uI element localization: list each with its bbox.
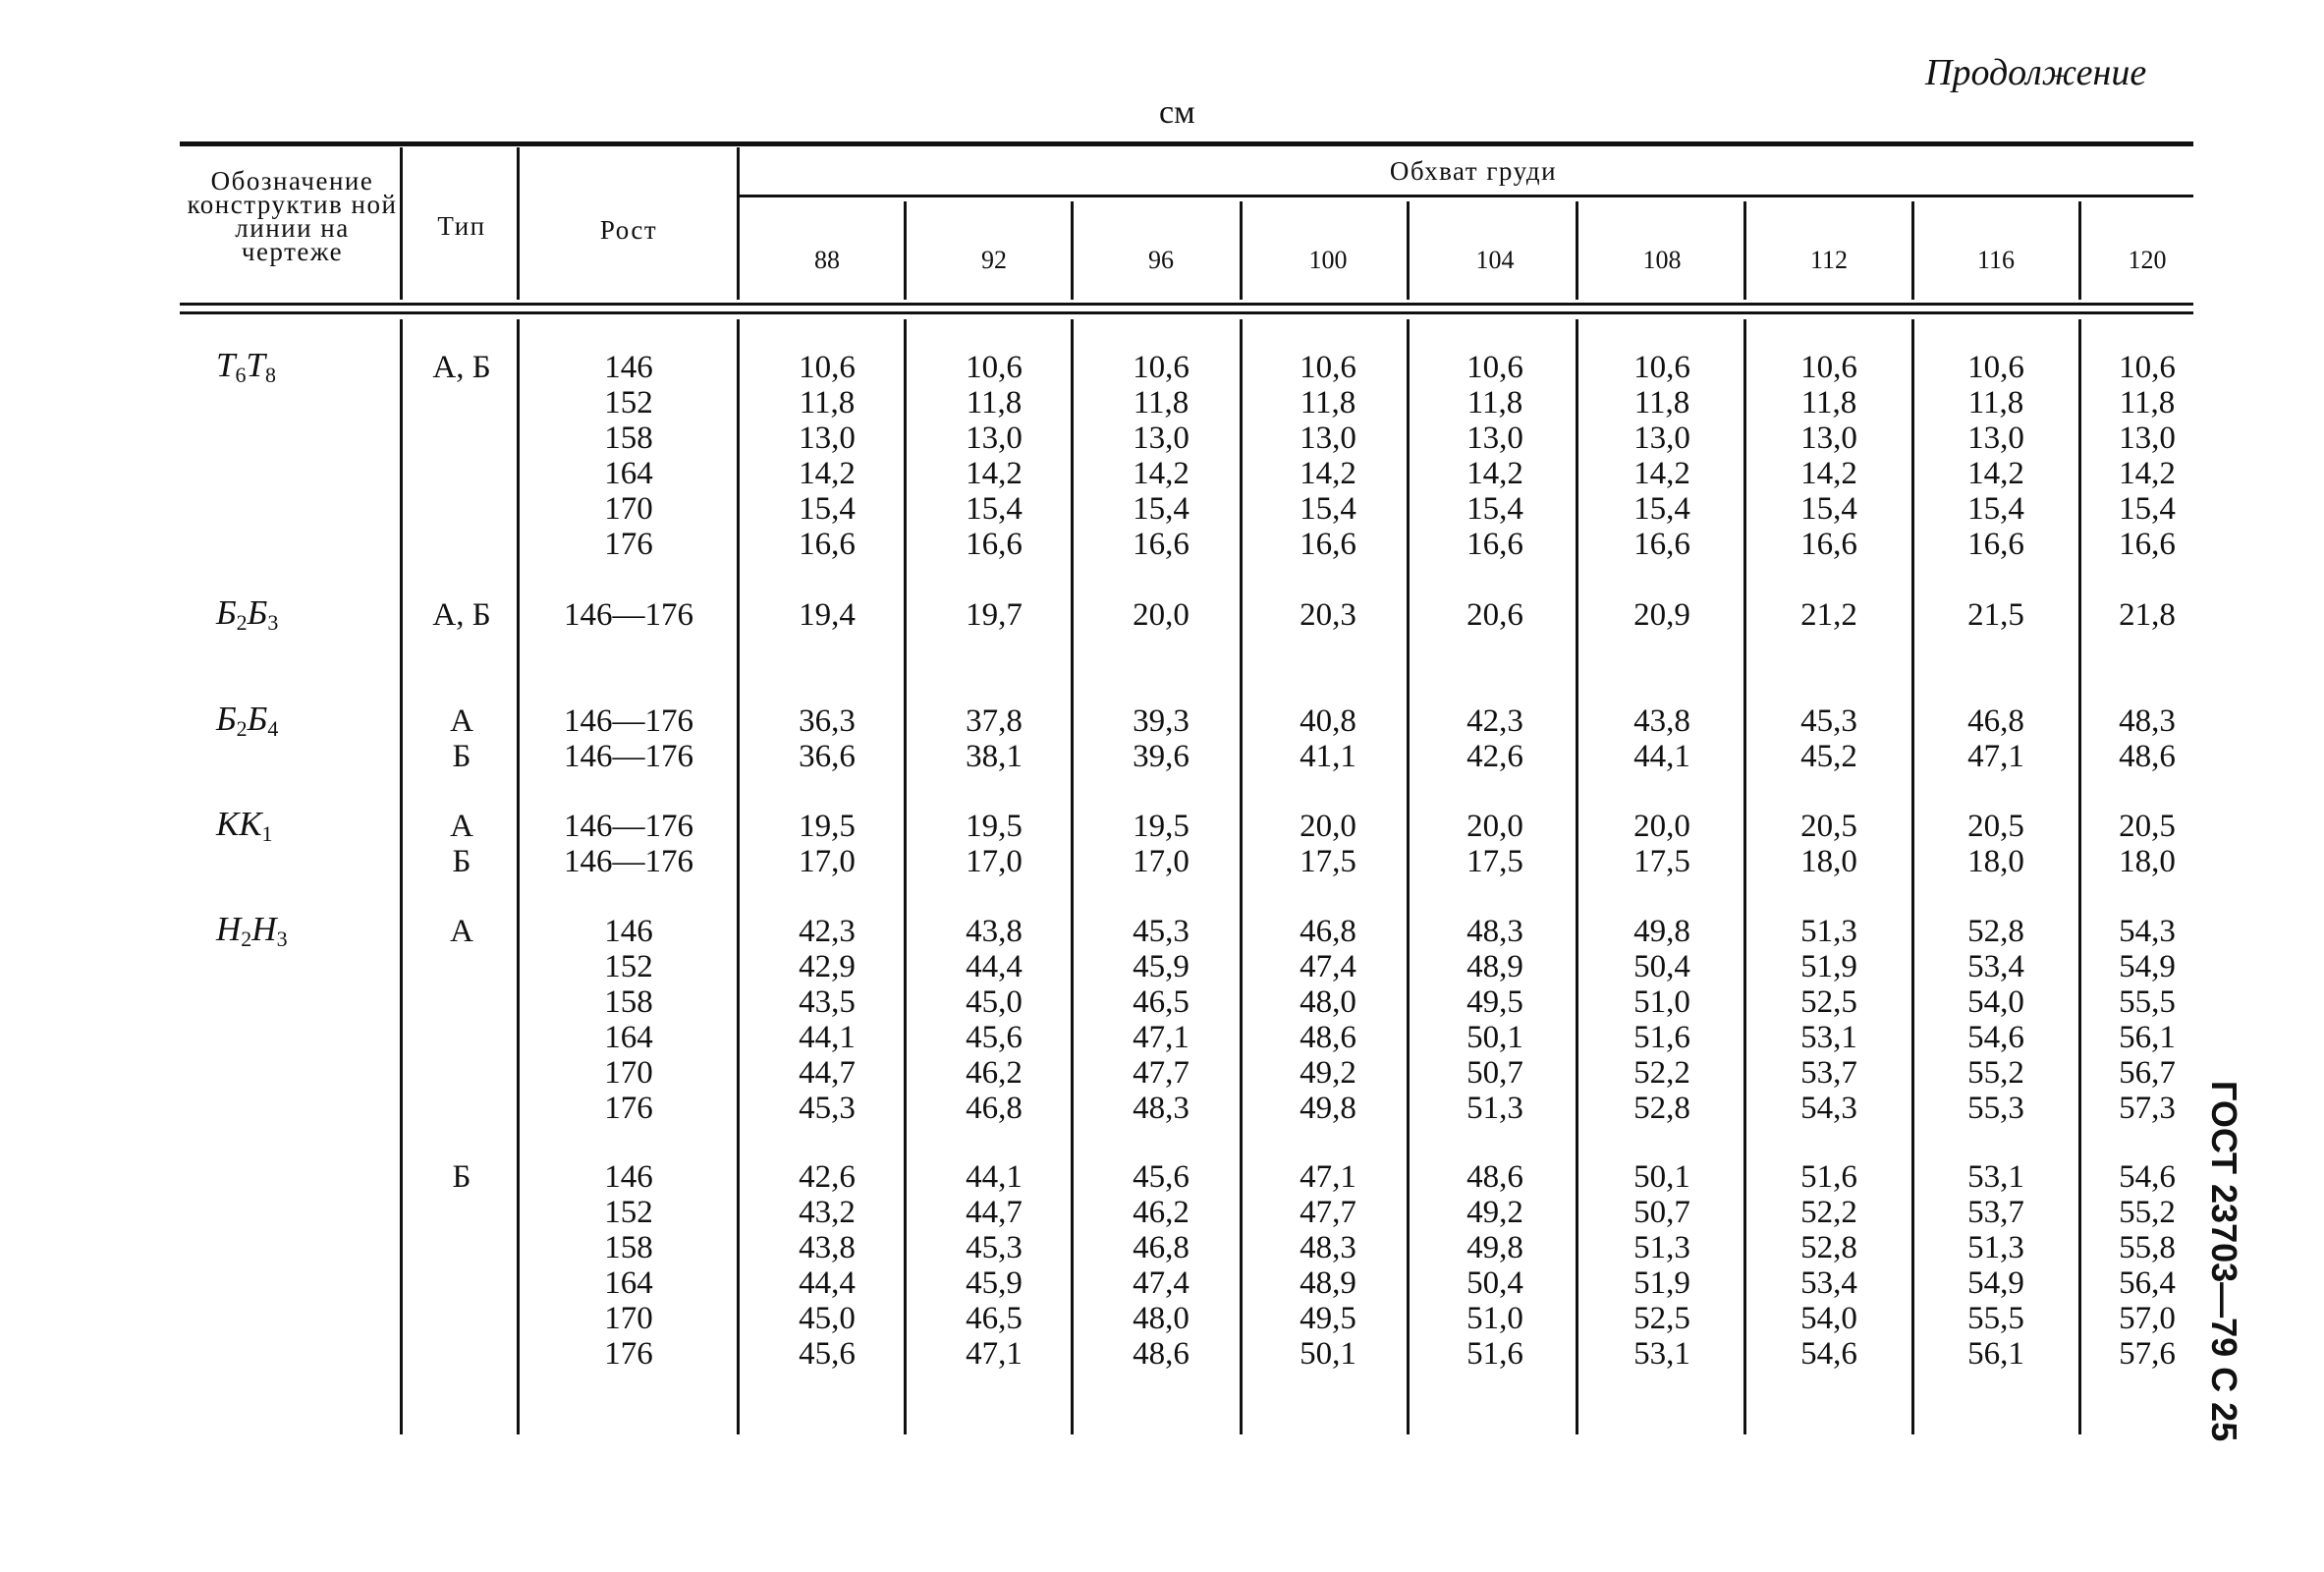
- chest-size-header: 120: [2128, 246, 2167, 274]
- value-cell: 20,5 18,0: [2119, 809, 2176, 879]
- value-cell: 20,0 17,5: [1633, 809, 1690, 879]
- value-cell: 50,1 50,7 51,3 51,9 52,5 53,1: [1633, 1159, 1690, 1372]
- value-cell: 45,3 45,9 46,5 47,1 47,7 48,3: [1133, 914, 1190, 1126]
- value-cell: 47,1 47,7 48,3 48,9 49,5 50,1: [1300, 1159, 1356, 1372]
- type-cell: А, Б: [432, 597, 491, 633]
- value-cell: 19,5 17,0: [799, 809, 856, 879]
- type-header: Тип: [437, 211, 486, 241]
- column-divider-body: [517, 319, 520, 1434]
- value-cell: 36,3 36,6: [799, 703, 856, 774]
- continuation-label: Продолжение: [1925, 52, 2147, 93]
- height-cell: 146—176 146—176: [564, 809, 693, 879]
- column-divider: [1407, 201, 1410, 300]
- value-cell: 46,8 47,1: [1967, 703, 2024, 774]
- chest-size-header: 108: [1642, 246, 1682, 274]
- column-divider: [1576, 201, 1578, 300]
- value-cell: 19,4: [799, 597, 856, 633]
- value-cell: 10,6 11,8 13,0 14,2 15,4 16,6: [2119, 350, 2176, 562]
- value-cell: 45,6 46,2 46,8 47,4 48,0 48,6: [1133, 1159, 1190, 1372]
- value-cell: 10,6 11,8 13,0 14,2 15,4 16,6: [1800, 350, 1857, 562]
- value-cell: 10,6 11,8 13,0 14,2 15,4 16,6: [1967, 350, 2024, 562]
- value-cell: 10,6 11,8 13,0 14,2 15,4 16,6: [1466, 350, 1523, 562]
- value-cell: 21,8: [2119, 597, 2176, 633]
- height-header: Рост: [599, 215, 658, 245]
- value-cell: 20,6: [1466, 597, 1523, 633]
- line-designation: $Б_2Б_4$: [216, 700, 279, 741]
- type-cell: Б: [452, 1159, 471, 1195]
- value-cell: 10,6 11,8 13,0 14,2 15,4 16,6: [1300, 350, 1356, 562]
- column-divider-body: [1407, 319, 1410, 1434]
- value-cell: 49,8 50,4 51,0 51,6 52,2 52,8: [1633, 914, 1690, 1126]
- value-cell: 20,0 17,5: [1466, 809, 1523, 879]
- value-cell: 42,3 42,9 43,5 44,1 44,7 45,3: [799, 914, 856, 1126]
- height-cell: 146—176: [564, 597, 693, 633]
- line-designation: $КК_1$: [216, 805, 273, 846]
- value-cell: 48,6 49,2 49,8 50,4 51,0 51,6: [1466, 1159, 1523, 1372]
- type-cell: А Б: [450, 809, 473, 879]
- value-cell: 51,6 52,2 52,8 53,4 54,0 54,6: [1800, 1159, 1857, 1372]
- type-cell: А: [450, 914, 473, 949]
- value-cell: 20,9: [1633, 597, 1690, 633]
- column-divider-body: [1743, 319, 1746, 1434]
- line-designation: $T_6T_8$: [216, 346, 276, 387]
- chest-size-header: 92: [981, 246, 1007, 274]
- chest-size-header: 88: [814, 246, 840, 274]
- type-cell: А Б: [450, 703, 473, 774]
- value-cell: 54,6 55,2 55,8 56,4 57,0 57,6: [2119, 1159, 2176, 1372]
- chest-size-header: 100: [1308, 246, 1348, 274]
- height-cell: 146—176 146—176: [564, 703, 693, 774]
- value-cell: 48,3 48,9 49,5 50,1 50,7 51,3: [1466, 914, 1523, 1126]
- header-bottom-rule-2: [180, 311, 2193, 314]
- value-cell: 52,8 53,4 54,0 54,6 55,2 55,3: [1967, 914, 2024, 1126]
- chest-group-rule: [739, 195, 2193, 197]
- value-cell: 19,5 17,0: [1133, 809, 1190, 879]
- column-divider-body: [1576, 319, 1578, 1434]
- value-cell: 48,3 48,6: [2119, 703, 2176, 774]
- column-divider: [1911, 201, 1914, 300]
- chest-size-header: 112: [1809, 246, 1849, 274]
- value-cell: 19,5 17,0: [966, 809, 1023, 879]
- top-rule: [180, 141, 2193, 146]
- value-cell: 20,5 18,0: [1800, 809, 1857, 879]
- chest-size-header: 96: [1148, 246, 1174, 274]
- column-divider: [400, 147, 403, 300]
- value-cell: 40,8 41,1: [1300, 703, 1356, 774]
- value-cell: 43,8 44,4 45,0 45,6 46,2 46,8: [966, 914, 1023, 1126]
- column-divider: [1743, 201, 1746, 300]
- column-divider-body: [400, 319, 403, 1434]
- line-designation: $Н_2Н_3$: [216, 910, 288, 951]
- value-cell: 42,6 43,2 43,8 44,4 45,0 45,6: [799, 1159, 856, 1372]
- type-cell: А, Б: [432, 350, 491, 385]
- value-cell: 45,3 45,2: [1800, 703, 1857, 774]
- height-cell: 146 152 158 164 170 176: [604, 914, 653, 1126]
- value-cell: 53,1 53,7 51,3 54,9 55,5 56,1: [1967, 1159, 2024, 1372]
- column-divider-body: [737, 319, 740, 1434]
- height-cell: 146 152 158 164 170 176: [604, 350, 653, 562]
- column-divider-body: [1240, 319, 1243, 1434]
- value-cell: 10,6 11,8 13,0 14,2 15,4 16,6: [1633, 350, 1690, 562]
- column-divider: [517, 147, 520, 300]
- value-cell: 10,6 11,8 13,0 14,2 15,4 16,6: [966, 350, 1023, 562]
- designation-header: Обозначение конструктив ной линии на чертеже: [187, 166, 398, 266]
- column-divider-body: [904, 319, 907, 1434]
- column-divider-body: [1911, 319, 1914, 1434]
- value-cell: 20,0: [1133, 597, 1190, 633]
- line-designation: $Б_2Б_3$: [216, 593, 279, 635]
- column-divider: [1240, 201, 1243, 300]
- value-cell: 37,8 38,1: [966, 703, 1023, 774]
- column-divider-body: [1071, 319, 1074, 1434]
- value-cell: 43,8 44,1: [1633, 703, 1690, 774]
- value-cell: 19,7: [966, 597, 1023, 633]
- column-divider: [904, 201, 907, 300]
- value-cell: 20,0 17,5: [1300, 809, 1356, 879]
- gost-side-label: ГОСТ 23703—79 С 25: [2204, 1081, 2244, 1442]
- value-cell: 46,8 47,4 48,0 48,6 49,2 49,8: [1300, 914, 1356, 1126]
- unit-label: см: [1159, 94, 1195, 131]
- value-cell: 21,2: [1800, 597, 1857, 633]
- height-cell: 146 152 158 164 170 176: [604, 1159, 653, 1372]
- value-cell: 39,3 39,6: [1133, 703, 1190, 774]
- value-cell: 10,6 11,8 13,0 14,2 15,4 16,6: [1133, 350, 1190, 562]
- column-divider: [737, 147, 740, 300]
- value-cell: 51,3 51,9 52,5 53,1 53,7 54,3: [1800, 914, 1857, 1126]
- column-divider: [1071, 201, 1074, 300]
- value-cell: 54,3 54,9 55,5 56,1 56,7 57,3: [2119, 914, 2176, 1126]
- value-cell: 20,5 18,0: [1967, 809, 2024, 879]
- chest-group-header: Обхват груди: [1389, 156, 1558, 186]
- value-cell: 10,6 11,8 13,0 14,2 15,4 16,6: [799, 350, 856, 562]
- value-cell: 20,3: [1300, 597, 1356, 633]
- value-cell: 44,1 44,7 45,3 45,9 46,5 47,1: [966, 1159, 1023, 1372]
- chest-size-header: 104: [1475, 246, 1515, 274]
- value-cell: 21,5: [1967, 597, 2024, 633]
- chest-size-header: 116: [1976, 246, 2016, 274]
- value-cell: 42,3 42,6: [1466, 703, 1523, 774]
- header-bottom-rule-1: [180, 303, 2193, 306]
